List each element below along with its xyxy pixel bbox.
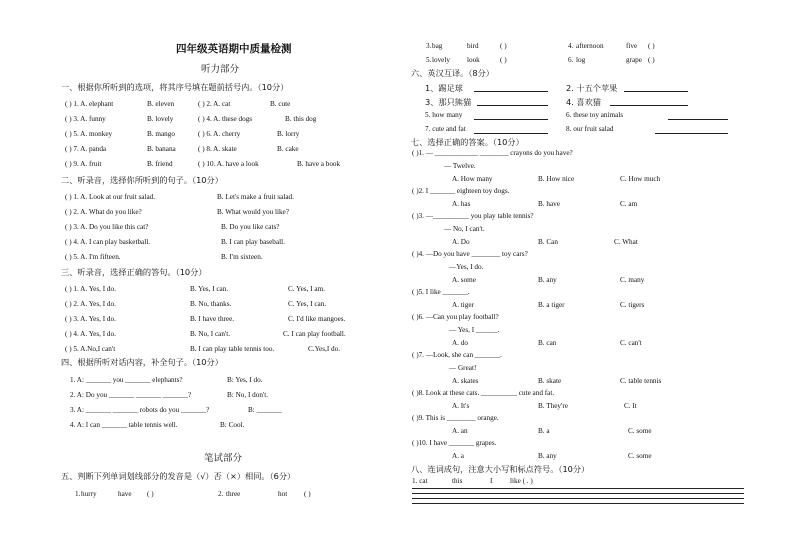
s5-q4-word2: five: [626, 42, 638, 50]
s5-q5-answer[interactable]: ( ): [500, 56, 507, 64]
s6-q7-blank[interactable]: [474, 126, 548, 134]
s5-q5-num: 5.: [426, 56, 432, 64]
answer-line[interactable]: [412, 498, 744, 499]
s7-q6-a: A. do: [452, 339, 468, 347]
s3-q5-c: C.Yes,I do.: [308, 345, 341, 353]
s1-q3: ( ) 3. A. funny: [65, 115, 106, 123]
section-4-heading: 四、根据所听对话内容，补全句子。（10分）: [61, 357, 223, 367]
s5-q4-answer[interactable]: ( ): [648, 42, 655, 50]
s7-q4: ( )4. —Do you have ________ toy cars?: [412, 250, 528, 258]
s1-q9: ( ) 9. A. fruit: [65, 160, 102, 168]
s5-q5-word2: look: [467, 56, 480, 64]
section-8-heading: 八、连词成句，注意大小写和标点符号。（10分）: [411, 464, 590, 474]
s1-q8: ( ) 8. A. skate: [198, 145, 237, 153]
s5-q4-num: 4.: [568, 42, 574, 50]
s6-q3: 3、那只熊猫: [425, 97, 472, 107]
s4-q1-b: B: Yes, I do.: [227, 376, 263, 384]
s1-q6-b: B. lorry: [277, 130, 300, 138]
s7-q9-a: A. an: [452, 427, 468, 435]
s7-q9: ( )9. This is ________ orange.: [412, 414, 499, 422]
s8-word-4: like ( . ): [510, 477, 533, 485]
s7-q4-c: C. many: [620, 276, 645, 284]
s6-q7: 7. cute and fat: [425, 125, 466, 133]
s5-q3-answer[interactable]: ( ): [500, 42, 507, 50]
s7-q1-reply: — Twelve.: [444, 162, 476, 170]
s2-q5-a: ( ) 5. A. I'm fifteen.: [65, 253, 121, 261]
s1-q9-b: B. friend: [147, 160, 173, 168]
s7-q10-a: A. a: [452, 452, 464, 460]
section-3-heading: 三、听录音，选择正确的答句。（10分）: [61, 267, 207, 277]
s4-q4-a: 4. A: I can _______ table tennis well.: [70, 421, 178, 429]
s4-q3-a: 3. A: _______ _______ robots do you _______?: [70, 406, 210, 414]
s2-q4-a: ( ) 4. A. I can play basketball.: [65, 238, 151, 246]
page-title: 四年级英语期中质量检测: [176, 43, 292, 55]
s6-q1-blank[interactable]: [474, 84, 548, 92]
s8-word-2: this: [452, 477, 463, 485]
s7-q1-b: B. How nice: [538, 175, 575, 183]
s3-q5-b: B. I can play table tennis too.: [190, 345, 275, 353]
s7-q8-a: A. It's: [452, 402, 470, 410]
s7-q7-reply: — Great!: [449, 364, 477, 372]
s7-q3: ( )3. —__________ you play table tennis?: [412, 212, 534, 220]
s7-q2-b: B. have: [538, 200, 560, 208]
section-2-heading: 二、听录音，选择你所听到的句子。（10分）: [61, 175, 223, 185]
s1-q5-b: B. mango: [147, 130, 175, 138]
s5-q1-num: 1.: [75, 490, 81, 498]
s1-q5: ( ) 5. A. monkey: [65, 130, 113, 138]
s1-q3-b: B. lovely: [147, 115, 174, 123]
s1-q4-b: B. this dog: [285, 115, 317, 123]
s7-q10: ( )10. I have _______ grapes.: [412, 439, 497, 447]
section-5-heading: 五、判断下列单词划线部分的发音是（√）否（×）相同。（6分）: [61, 471, 296, 481]
s7-q2: ( )2. I _______ eighteen toy dogs.: [412, 187, 510, 195]
section-1-heading: 一、根据你所听到的选项，将其序号填在题前括号内。（10分）: [61, 82, 289, 92]
s5-q6-num: 6.: [568, 56, 574, 64]
s5-q3-num: 3.: [426, 42, 432, 50]
s4-q4-b: B: Cool.: [220, 421, 245, 429]
s6-q6-blank[interactable]: [668, 112, 728, 120]
s3-q2-a: ( ) 2. A. Yes, I do.: [65, 300, 116, 308]
s2-q4-b: B. I can play baseball.: [221, 238, 285, 246]
s7-q8-b: B. They're: [538, 402, 568, 410]
s2-q5-b: B. I'm sixteen.: [221, 253, 263, 261]
s7-q2-a: A. has: [452, 200, 471, 208]
answer-line[interactable]: [412, 488, 744, 489]
s8-word-1: 1. cat: [412, 477, 428, 485]
s3-q4-a: ( ) 4. A. Yes, I do.: [65, 330, 116, 338]
s3-q1-a: ( ) 1. A. Yes, I do.: [65, 285, 116, 293]
s6-q8: 8. our fruit salad: [566, 125, 614, 133]
s6-q2: 2. 十五个苹果: [566, 83, 618, 93]
s5-q2-word2: hot: [278, 490, 288, 498]
s6-q8-blank[interactable]: [655, 126, 728, 134]
s5-q2-word1: three: [226, 490, 241, 498]
s1-q4: ( ) 4. A. these dogs: [198, 115, 253, 123]
s2-q2-a: ( ) 2. A. What do you like?: [65, 208, 142, 216]
s7-q4-reply: —Yes, I do.: [449, 263, 484, 271]
s6-q1: 1、踢足球: [425, 83, 463, 93]
s7-q9-c: C. some: [628, 427, 652, 435]
answer-line[interactable]: [412, 493, 744, 494]
s7-q1: ( )1. — ____________ ________ crayons do you have?: [412, 149, 573, 157]
s6-q3-blank[interactable]: [477, 98, 548, 106]
s7-q2-c: C. am: [620, 200, 638, 208]
s3-q2-c: C. Yes, I can.: [288, 300, 327, 308]
s5-q6-word1: log: [576, 56, 586, 64]
s5-q4-word1: afternoon: [576, 42, 604, 50]
s3-q1-c: C. Yes, I am.: [288, 285, 325, 293]
s1-q1-b: B. eleven: [147, 100, 175, 108]
listening-title: 听力部分: [201, 64, 240, 75]
s1-q8-b: B. cake: [277, 145, 299, 153]
s3-q5-a: ( ) 5. A.No,I can't: [65, 345, 116, 353]
s7-q4-b: B. any: [538, 276, 557, 284]
section-7-heading: 七、选择正确的答案。（10分）: [411, 137, 524, 147]
s1-q10-b: B. have a book: [297, 160, 341, 168]
s7-q6-reply: — Yes, I ______.: [449, 326, 500, 334]
s5-q1-word1: hurry: [81, 490, 97, 498]
s3-q3-a: ( ) 3. A. Yes, I do.: [65, 315, 116, 323]
s6-q4: 4. 喜欢猫: [566, 97, 601, 107]
s5-q6-answer[interactable]: ( ): [648, 56, 655, 64]
s2-q1-b: B. Let's make a fruit salad.: [217, 193, 294, 201]
s5-q1-answer[interactable]: ( ): [147, 490, 154, 498]
s7-q3-a: A. Do: [452, 238, 470, 246]
s7-q3-c: C. What: [614, 238, 638, 246]
s6-q4-blank[interactable]: [610, 98, 688, 106]
s7-q6: ( )6. —Can you play football?: [412, 313, 499, 321]
s3-q2-b: B. No, thanks.: [190, 300, 232, 308]
s5-q1-word2: have: [118, 490, 132, 498]
s7-q8-c: C. It: [624, 402, 637, 410]
s4-q1-a: 1. A: _______ you _______ elephants?: [70, 376, 183, 384]
s7-q6-b: B. can: [538, 339, 557, 347]
s5-q2-num: 2.: [218, 490, 224, 498]
s6-q5-blank[interactable]: [474, 112, 548, 120]
s6-q5: 5. how many: [425, 111, 463, 119]
s4-q2-b: B: No, I don't.: [227, 391, 269, 399]
s7-q10-b: B. any: [538, 452, 557, 460]
s2-q3-a: ( ) 3. A. Do you like this cat?: [65, 223, 149, 231]
s7-q5-b: B. a tiger: [538, 301, 565, 309]
s7-q6-c: C. can't: [620, 339, 642, 347]
s4-q3-b: B: _______: [248, 406, 282, 414]
s5-q3-word1: bag: [432, 42, 443, 50]
writing-title: 笔试部分: [204, 453, 243, 464]
s2-q3-b: B. Do you like cats?: [221, 223, 280, 231]
s4-q2-a: 2. A: Do you _______ _______ _______?: [70, 391, 192, 399]
s1-q7: ( ) 7. A. panda: [65, 145, 107, 153]
s7-q5-a: A. tiger: [452, 301, 474, 309]
s7-q3-b: B. Can: [538, 238, 558, 246]
s5-q6-word2: grape: [626, 56, 642, 64]
s1-q1: ( ) 1. A. elephant: [65, 100, 114, 108]
s7-q7-c: C. table tennis: [620, 377, 662, 385]
s7-q3-reply: — No, I can't.: [444, 225, 485, 233]
s5-q5-word1: lovely: [432, 56, 450, 64]
s7-q8: ( )8. Look at these cats. __________ cute and fat.: [412, 389, 555, 397]
s7-q1-c: C. How much: [620, 175, 661, 183]
s7-q10-c: C. some: [628, 452, 652, 460]
s5-q3-word2: bird: [467, 42, 479, 50]
s7-q1-a: A. How many: [452, 175, 493, 183]
s3-q4-c: C. I can play football.: [283, 330, 346, 338]
s7-q4-a: A. some: [452, 276, 476, 284]
s7-q7-b: B. skate: [538, 377, 562, 385]
answer-line[interactable]: [412, 503, 744, 504]
s8-word-3: I: [490, 477, 493, 485]
s1-q10: ( ) 10. A. have a look: [198, 160, 259, 168]
s5-q2-answer[interactable]: ( ): [304, 490, 311, 498]
s7-q7-a: A. skates: [452, 377, 479, 385]
s2-q1-a: ( ) 1. A. Look at our fruit salad.: [65, 193, 156, 201]
s1-q2: ( ) 2. A. cat: [198, 100, 231, 108]
s1-q6: ( ) 6. A. cherry: [198, 130, 241, 138]
s6-q2-blank[interactable]: [624, 84, 688, 92]
s1-q7-b: B. banana: [147, 145, 176, 153]
s7-q5-c: C. tigers: [620, 301, 645, 309]
s7-q9-b: B. a: [538, 427, 550, 435]
s1-q2-b: B. cute: [270, 100, 291, 108]
s7-q5: ( )5. I like _______.: [412, 288, 470, 296]
s3-q3-b: B. I have three.: [190, 315, 235, 323]
s2-q2-b: B. What would you like?: [217, 208, 289, 216]
s3-q3-c: C. I'd like mangoes.: [288, 315, 346, 323]
section-6-heading: 六、英汉互译。（8分）: [411, 68, 494, 78]
s3-q4-b: B. No, I can't.: [190, 330, 231, 338]
s7-q7: ( )7. —Look, she can _______.: [412, 351, 502, 359]
s6-q6: 6. these toy animals: [566, 111, 624, 119]
s3-q1-b: B. Yes, I can.: [190, 285, 229, 293]
